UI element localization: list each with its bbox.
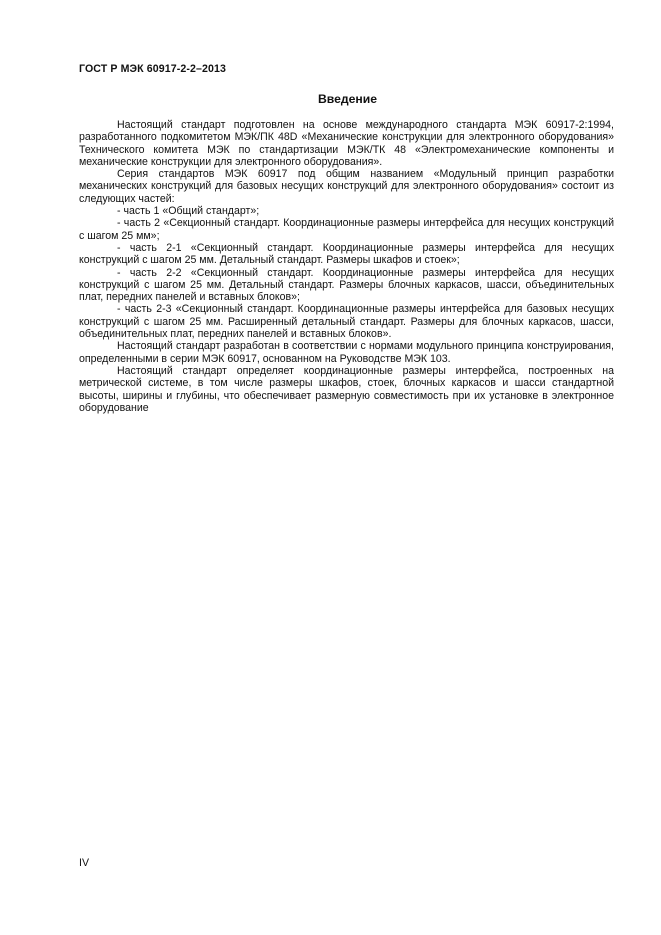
list-item: - часть 2-2 «Секционный стандарт. Координационные размеры интерфейса для несущих конструкций с шагом 25 мм. Детальный стандарт. Размеры блочных каркасов, шасси, объединительных плат, передних панелей и вставных блоков»; (79, 266, 614, 304)
list-item: - часть 1 «Общий стандарт»; (117, 205, 260, 218)
list-item: - часть 2 «Секционный стандарт. Координационные размеры интерфейса для несущих конструкций с шагом 25 мм»; (79, 217, 614, 242)
paragraph: Настоящий стандарт разработан в соответствии с нормами модульного принципа конструирования, определенными в серии МЭК 60917, основанном на Руководстве МЭК 103. (79, 340, 614, 365)
list-item: - часть 2-3 «Секционный стандарт. Координационные размеры интерфейса для базовых несущих конструкций с шагом 25 мм. Расширенный детальный стандарт. Размеры для блочных каркасов, шасси, объединительных плат, передних панелей и вставных блоков». (79, 303, 614, 341)
paragraph: Серия стандартов МЭК 60917 под общим названием «Модульный принцип разработки механических конструкций для базовых несущих конструкций для электронного оборудования» состоит из следующих частей: (79, 168, 614, 205)
page-number: IV (79, 857, 90, 869)
document-header: ГОСТ Р МЭК 60917-2-2–2013 (79, 63, 226, 75)
paragraph: Настоящий стандарт подготовлен на основе международного стандарта МЭК 60917-2:1994, разработанного подкомитетом МЭК/ПК 48D «Механические конструкции для электронного оборудования» Технического комитета МЭК по стандартизации МЭК/ТК 48 «Электромеханические компоненты и механические конструкции для электронного оборудования». (79, 119, 614, 168)
list-item: - часть 2-1 «Секционный стандарт. Координационные размеры интерфейса для несущих конструкций с шагом 25 мм. Детальный стандарт. Размеры шкафов и стоек»; (79, 241, 614, 267)
body-text (79, 119, 614, 414)
paragraph: Настоящий стандарт определяет координационные размеры интерфейса, построенных на метрической системе, в том числе размеры шкафов, стоек, блочных каркасов и шасси стандартной высоты, ширины и глубины, что обеспечивает размерную совместимость при их установке в электронное оборудование (79, 364, 614, 414)
section-title: Введение (317, 92, 378, 106)
